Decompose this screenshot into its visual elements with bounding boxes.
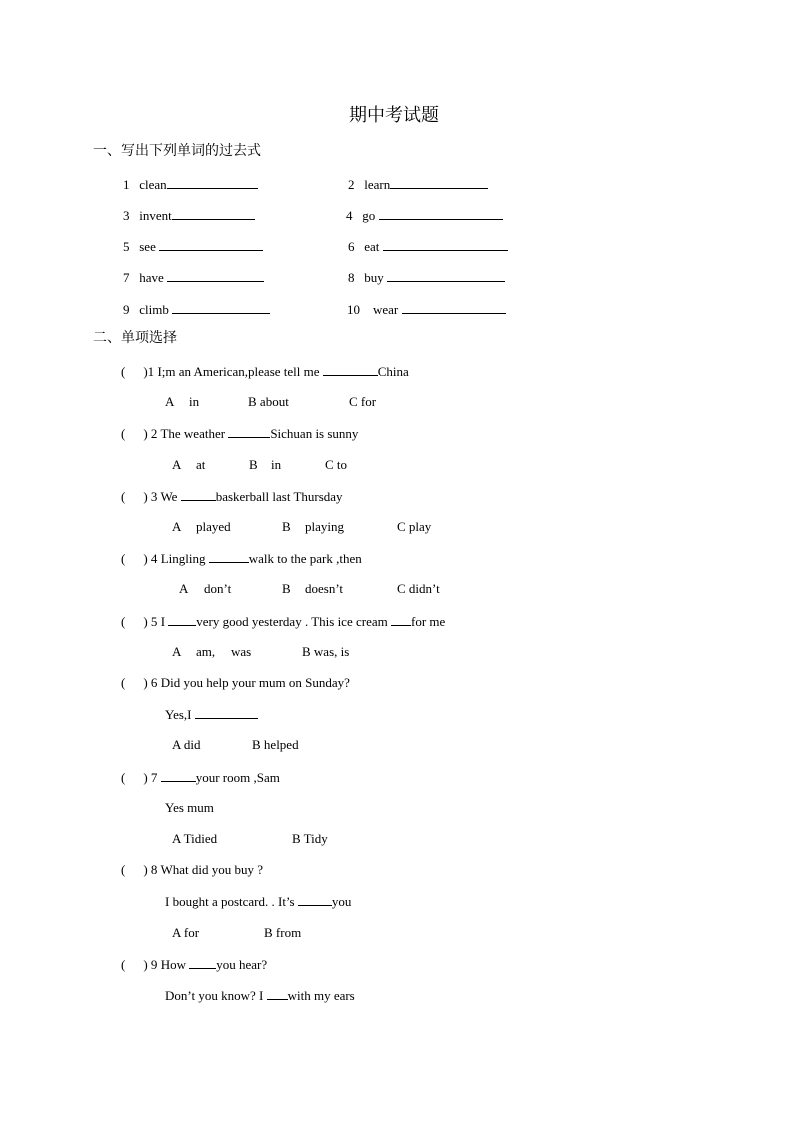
- item-word: clean: [139, 177, 167, 192]
- question-4: [121, 550, 362, 567]
- item-word: invent: [139, 208, 172, 223]
- question-blank: [209, 550, 249, 563]
- answer-slot[interactable]: [125, 957, 143, 969]
- answer-blank[interactable]: [383, 238, 508, 251]
- option-b: B Tidy: [292, 831, 328, 846]
- answer-paren-open: (: [121, 364, 126, 379]
- question-stem: your room ,Sam: [195, 770, 280, 785]
- item-number: 5: [123, 239, 130, 254]
- option-a: A: [165, 394, 175, 409]
- page-title: 期中考试题: [349, 105, 439, 125]
- question-blank: [323, 363, 378, 376]
- item-number: 10: [347, 302, 360, 317]
- answer-blank[interactable]: [167, 269, 264, 282]
- question-stem: I: [160, 614, 169, 629]
- question-stem: Lingling: [160, 551, 209, 566]
- option-a: A for: [172, 925, 200, 940]
- question-stem: walk to the park ,then: [248, 551, 362, 566]
- question-number: ) 5: [143, 614, 158, 629]
- question-stem: What did you buy ?: [160, 862, 263, 877]
- option-b: B was, is: [302, 644, 350, 659]
- item-word: buy: [364, 270, 384, 285]
- question-stem: I;m an American,please tell me: [157, 364, 323, 379]
- question-stem: you hear?: [216, 957, 268, 972]
- question-3: [121, 488, 343, 505]
- question-6: [121, 675, 350, 691]
- list-item: [123, 176, 258, 193]
- answer-blank[interactable]: [159, 238, 263, 251]
- option-c: C to: [325, 457, 348, 472]
- answer-paren-open: (: [121, 862, 126, 877]
- option-c: C play: [397, 519, 432, 534]
- question-number: )1: [143, 364, 155, 379]
- question-stem: Did you help your mum on Sunday?: [160, 675, 350, 690]
- question-1: [121, 363, 409, 380]
- item-word: learn: [364, 177, 391, 192]
- option-a-text: don’t: [204, 581, 232, 596]
- item-word: eat: [364, 239, 380, 254]
- answer-slot[interactable]: [125, 862, 143, 874]
- item-number: 6: [348, 239, 355, 254]
- option-a-text: played: [196, 519, 231, 534]
- answer-blank[interactable]: [387, 269, 505, 282]
- answer-blank[interactable]: [390, 176, 488, 189]
- option-c: C didn’t: [397, 581, 440, 596]
- option-a: A: [172, 519, 182, 534]
- list-item: [123, 207, 255, 224]
- answer-paren-open: (: [121, 551, 126, 566]
- list-item: [348, 269, 505, 286]
- list-item: [123, 269, 264, 286]
- dialogue-reply: I bought a postcard. . It’s you: [165, 894, 352, 909]
- list-item: [348, 238, 508, 255]
- answer-paren-open: (: [121, 614, 126, 629]
- answer-paren-open: (: [121, 770, 126, 785]
- answer-slot[interactable]: [125, 551, 143, 563]
- option-b-text: playing: [305, 519, 344, 534]
- answer-blank[interactable]: [167, 176, 258, 189]
- item-word: have: [139, 270, 164, 285]
- item-number: 2: [348, 177, 355, 192]
- answer-slot[interactable]: [125, 675, 143, 687]
- option-a-text: at: [196, 457, 206, 472]
- answer-slot[interactable]: [125, 489, 143, 501]
- question-blank: [298, 893, 332, 906]
- option-b: B: [249, 457, 258, 472]
- dialogue-reply: Yes mum: [165, 800, 214, 815]
- question-blank: [161, 769, 196, 782]
- answer-slot[interactable]: [125, 770, 143, 782]
- dialogue-reply: Yes,I: [165, 706, 258, 723]
- option-b: B: [282, 581, 291, 596]
- option-b-text: in: [271, 457, 282, 472]
- list-item: [123, 301, 270, 318]
- item-number: 7: [123, 270, 130, 285]
- option-b: B: [282, 519, 291, 534]
- answer-blank[interactable]: [379, 207, 503, 220]
- option-a: A: [172, 644, 182, 659]
- question-number: ) 2: [143, 426, 158, 441]
- answer-blank[interactable]: [172, 207, 255, 220]
- question-blank: [189, 956, 216, 969]
- question-blank: [195, 706, 258, 719]
- option-a-text: am,: [196, 644, 216, 659]
- item-word: climb: [139, 302, 169, 317]
- question-stem: Sichuan is sunny: [270, 426, 359, 441]
- option-b-text: doesn’t: [305, 581, 344, 596]
- question-5: [121, 613, 445, 630]
- question-stem: China: [377, 364, 409, 379]
- option-a-text: in: [189, 394, 200, 409]
- question-number: ) 7: [143, 770, 158, 785]
- list-item: [123, 238, 263, 255]
- question-2: [121, 425, 358, 442]
- answer-paren-open: (: [121, 675, 126, 690]
- question-stem: very good yesterday . This ice cream: [196, 614, 391, 629]
- answer-blank[interactable]: [402, 301, 506, 314]
- question-number: ) 3: [143, 489, 158, 504]
- question-number: ) 4: [143, 551, 158, 566]
- dialogue-reply: Don’t you know? I with my ears: [165, 988, 355, 1003]
- question-blank: [168, 613, 196, 626]
- answer-paren-open: (: [121, 426, 126, 441]
- option-b: B from: [264, 925, 302, 940]
- question-stem: We: [160, 489, 181, 504]
- list-item: [347, 301, 506, 318]
- item-number: 3: [123, 208, 130, 223]
- option-b: B helped: [252, 737, 299, 752]
- option-c: C for: [349, 394, 377, 409]
- answer-slot[interactable]: [125, 364, 143, 376]
- option-a: A: [179, 581, 189, 596]
- question-blank: [391, 613, 411, 626]
- question-9: [121, 956, 267, 973]
- question-8: [121, 862, 263, 878]
- answer-slot[interactable]: [125, 426, 143, 438]
- question-stem: for me: [410, 614, 446, 629]
- question-blank: [267, 987, 288, 1000]
- item-number: 4: [346, 208, 353, 223]
- option-a: A Tidied: [172, 831, 218, 846]
- option-a: A: [172, 457, 182, 472]
- question-stem: baskerball last Thursday: [215, 489, 343, 504]
- list-item: [346, 207, 503, 224]
- item-number: 8: [348, 270, 355, 285]
- item-word: go: [362, 208, 376, 223]
- list-item: [348, 176, 488, 193]
- question-number: ) 8: [143, 862, 158, 877]
- section1-heading: 一、写出下列单词的过去式: [93, 144, 261, 159]
- item-word: see: [139, 239, 156, 254]
- question-blank: [228, 425, 270, 438]
- section2-heading: 二、单项选择: [93, 331, 177, 346]
- answer-slot[interactable]: [125, 614, 143, 626]
- option-a-text-2: was: [231, 644, 252, 659]
- question-blank: [181, 488, 216, 501]
- question-number: ) 9: [143, 957, 158, 972]
- answer-paren-open: (: [121, 489, 126, 504]
- option-a: A did: [172, 737, 201, 752]
- question-stem: The weather: [160, 426, 229, 441]
- item-number: 9: [123, 302, 130, 317]
- answer-paren-open: (: [121, 957, 126, 972]
- question-7: [121, 769, 280, 786]
- option-b: B about: [248, 394, 289, 409]
- answer-blank[interactable]: [172, 301, 270, 314]
- question-stem: How: [160, 957, 190, 972]
- question-number: ) 6: [143, 675, 158, 690]
- item-number: 1: [123, 177, 130, 192]
- item-word: wear: [373, 302, 399, 317]
